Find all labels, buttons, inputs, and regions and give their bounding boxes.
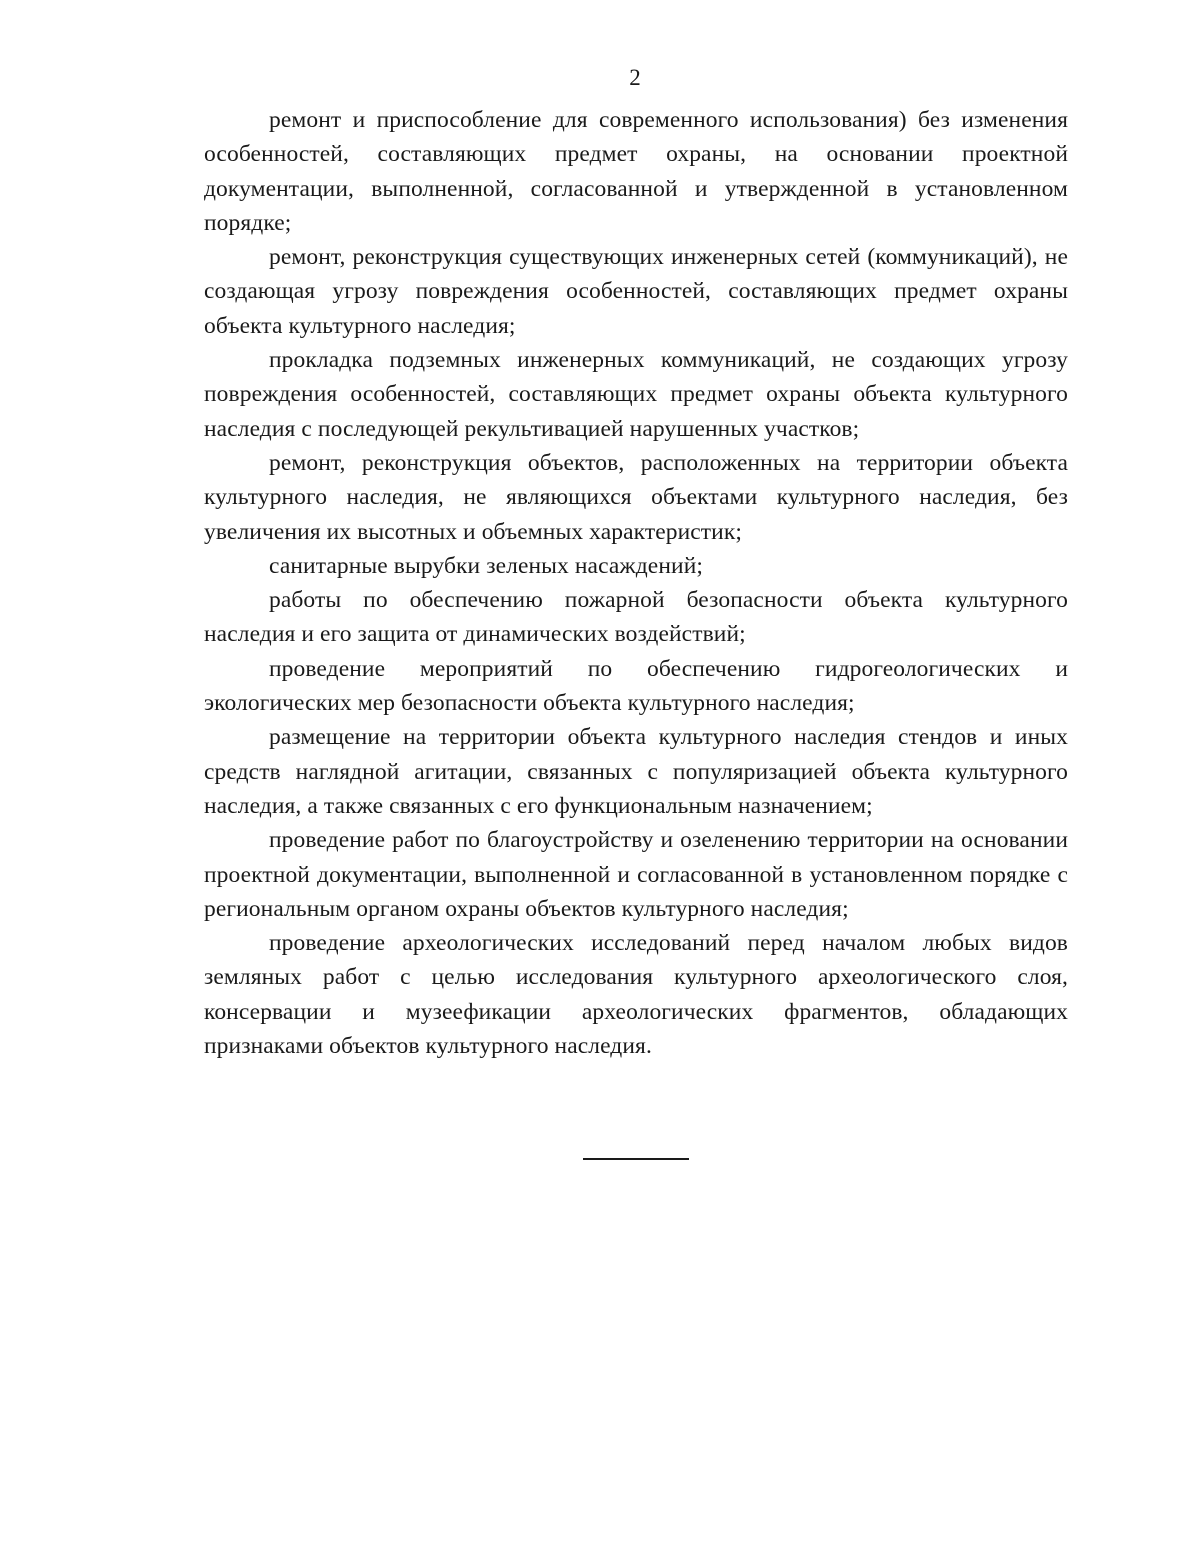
document-body (204, 103, 1068, 1063)
paragraph: проведение археологических исследований перед началом любых видов земляных работ с целью исследования культурного археологического слоя, консервации и музеефикации археологических фрагментов, обладающих признаками объектов культурного наследия. (204, 930, 1068, 1060)
paragraph: ремонт, реконструкция объектов, расположенных на территории объекта культурного наследия, не являющихся объектами культурного наследия, без увеличения их высотных и объемных характеристик; (204, 449, 1068, 545)
paragraph: размещение на территории объекта культурного наследия стендов и иных средств наглядной агитации, связанных с популяризацией объекта культурного наследия, а также связанных с его функциональным назначением; (204, 724, 1068, 819)
paragraph: прокладка подземных инженерных коммуникаций, не создающих угрозу повреждения особенностей, составляющих предмет охраны объекта культурного наследия с последующей рекультивацией нарушенных участков; (204, 347, 1068, 442)
paragraph: ремонт, реконструкция существующих инженерных сетей (коммуникаций), не создающая угрозу повреждения особенностей, составляющих предмет охраны объекта культурного наследия; (204, 244, 1068, 339)
paragraph: санитарные вырубки зеленых насаждений; (269, 552, 703, 579)
page-number: 2 (629, 65, 641, 90)
paragraph: работы по обеспечению пожарной безопасности объекта культурного наследия и его защита от динамических воздействий; (204, 587, 1068, 648)
paragraph: проведение мероприятий по обеспечению гидрогеологических и экологических мер безопасности объекта культурного наследия; (204, 655, 1068, 717)
paragraph: проведение работ по благоустройству и озеленению территории на основании проектной документации, выполненной и согласованной в установленном порядке с региональным органом охраны объектов культурного наследия; (204, 827, 1068, 922)
paragraph: ремонт и приспособление для современного использования) без изменения особенностей, составляющих предмет охраны, на основании проектной документации, выполненной, согласованной и утвержденной в установленном порядке; (204, 107, 1068, 236)
end-of-document-rule (583, 1158, 689, 1160)
